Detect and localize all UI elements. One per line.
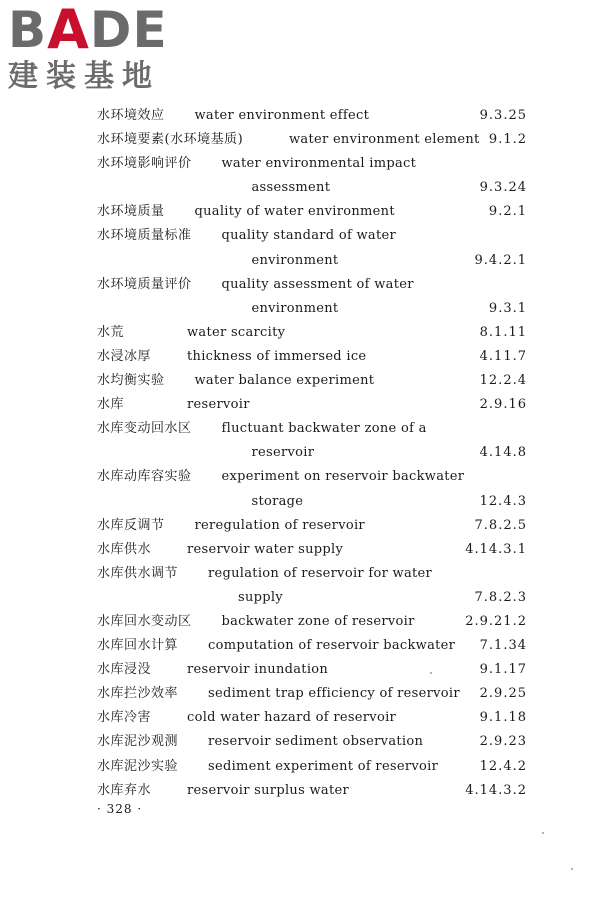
chinese-term: 水库回水计算 — [97, 638, 179, 654]
glossary-entry — [97, 369, 527, 393]
glossary-entry — [97, 152, 527, 200]
english-term-continued: reservoir — [251, 445, 315, 461]
section-reference: 7.8.2.5 — [474, 517, 527, 533]
section-reference: 12.4.2 — [479, 758, 527, 774]
english-term: quality of water environment — [194, 204, 395, 220]
english-term: reservoir inundation — [187, 662, 329, 678]
glossary-entry — [97, 128, 527, 152]
english-term: reservoir water supply — [187, 541, 344, 557]
section-reference: 2.9.21.2 — [465, 613, 527, 629]
logo-letter-d: D — [89, 1, 133, 59]
section-reference: 9.1.2 — [488, 132, 527, 148]
glossary-entry — [97, 538, 527, 562]
glossary-entry — [97, 634, 527, 658]
section-reference: 9.1.17 — [479, 662, 527, 678]
english-term: reservoir surplus water — [187, 782, 349, 798]
chinese-term: 水库拦沙效率 — [97, 686, 179, 702]
english-term: reservoir — [187, 397, 250, 413]
english-term: quality assessment of water — [221, 276, 414, 292]
chinese-term: 水环境质量标准 — [97, 228, 192, 244]
logo-letter-e: E — [132, 1, 168, 59]
section-reference: 4.14.3.2 — [465, 782, 527, 798]
chinese-term: 水库供水 — [97, 541, 152, 557]
logo-letter-a: A — [47, 0, 90, 61]
chinese-term: 水库泥沙观测 — [97, 734, 179, 750]
english-term: reregulation of reservoir — [194, 517, 365, 533]
section-reference: 9.1.18 — [479, 710, 527, 726]
logo-letter-b: B — [8, 1, 48, 59]
chinese-term: 水库反调节 — [97, 517, 165, 533]
chinese-term: 水荒 — [97, 324, 125, 340]
chinese-term: 水均衡实验 — [97, 373, 165, 389]
english-term: water environment effect — [194, 108, 370, 123]
chinese-term: 水环境质量 — [97, 204, 165, 220]
chinese-term: 水库弃水 — [97, 782, 152, 798]
chinese-term: 水库供水调节 — [97, 565, 179, 581]
english-term-continued: supply — [238, 589, 283, 605]
scan-speck — [542, 832, 544, 834]
glossary-entry — [97, 562, 527, 610]
glossary-entry — [97, 755, 527, 779]
glossary-entry — [97, 321, 527, 345]
section-reference: 4.14.8 — [479, 445, 527, 461]
chinese-term: 水环境要素(水环境基质) — [97, 132, 244, 148]
logo-chinese-text: 建装基地 — [8, 59, 160, 94]
glossary-entry — [97, 345, 527, 369]
section-reference: 4.11.7 — [479, 348, 527, 364]
glossary-entry — [97, 273, 527, 321]
english-term: regulation of reservoir for water — [208, 565, 433, 581]
glossary-entry — [97, 706, 527, 730]
english-term: cold water hazard of reservoir — [187, 710, 397, 726]
english-term: reservoir sediment observation — [208, 734, 424, 750]
glossary-entry — [97, 224, 527, 272]
english-term: water scarcity — [187, 324, 286, 340]
chinese-term: 水环境质量评价 — [97, 276, 192, 292]
page-number: · 328 · — [97, 802, 143, 816]
scan-speck — [571, 868, 573, 870]
section-reference: 7.1.34 — [479, 638, 527, 654]
english-term: water environmental impact — [221, 156, 417, 172]
chinese-term: 水库 — [97, 397, 125, 413]
scan-speck — [430, 672, 432, 674]
section-reference: 7.8.2.3 — [474, 589, 527, 605]
glossary-entry — [97, 393, 527, 417]
glossary-entry — [97, 514, 527, 538]
section-reference: 12.4.3 — [479, 493, 527, 509]
chinese-term: 水库冷害 — [97, 710, 152, 726]
english-term: water environment element — [289, 132, 480, 148]
english-term-continued: assessment — [251, 180, 331, 196]
chinese-term: 水浸冰厚 — [97, 348, 152, 364]
section-reference: 2.9.25 — [479, 686, 527, 702]
section-reference: 2.9.23 — [479, 734, 527, 750]
english-term: quality standard of water — [221, 228, 397, 244]
chinese-term: 水环境影响评价 — [97, 156, 192, 172]
chinese-term: 水环境效应 — [97, 108, 165, 123]
english-term-continued: environment — [251, 300, 339, 316]
english-term: sediment trap efficiency of reservoir — [208, 686, 460, 702]
english-term: fluctuant backwater zone of a — [221, 421, 427, 437]
glossary-entry — [97, 658, 527, 682]
glossary-entry — [97, 465, 527, 513]
english-term: computation of reservoir backwater — [208, 638, 456, 654]
section-reference: 8.1.11 — [479, 324, 527, 340]
glossary-entry — [97, 779, 527, 803]
chinese-term: 水库泥沙实验 — [97, 758, 179, 774]
section-reference: 9.4.2.1 — [474, 252, 527, 268]
glossary-entry — [97, 104, 527, 128]
english-term-continued: environment — [251, 252, 339, 268]
section-reference: 9.3.1 — [488, 300, 527, 316]
section-reference: 9.3.24 — [479, 180, 527, 196]
glossary-entry — [97, 730, 527, 754]
chinese-term: 水库变动回水区 — [97, 421, 192, 437]
chinese-term: 水库动库容实验 — [97, 469, 192, 485]
glossary-entry — [97, 200, 527, 224]
section-reference: 9.2.1 — [488, 204, 527, 220]
english-term: water balance experiment — [194, 373, 375, 389]
glossary-entry — [97, 682, 527, 706]
english-term: backwater zone of reservoir — [221, 613, 415, 629]
english-term: experiment on reservoir backwater — [221, 469, 465, 485]
chinese-term: 水库回水变动区 — [97, 613, 192, 629]
logo-wordmark — [8, 0, 178, 61]
section-reference: 9.3.25 — [479, 108, 527, 123]
chinese-term: 水库浸没 — [97, 662, 152, 678]
section-reference: 12.2.4 — [479, 373, 527, 389]
section-reference: 2.9.16 — [479, 397, 527, 413]
glossary-entry — [97, 610, 527, 634]
english-term-continued: storage — [251, 493, 304, 509]
section-reference: 4.14.3.1 — [465, 541, 527, 557]
english-term: thickness of immersed ice — [187, 348, 367, 364]
english-term: sediment experiment of reservoir — [208, 758, 439, 774]
glossary-entry — [97, 417, 527, 465]
bade-logo — [8, 0, 178, 94]
glossary-entry-list — [97, 104, 527, 803]
